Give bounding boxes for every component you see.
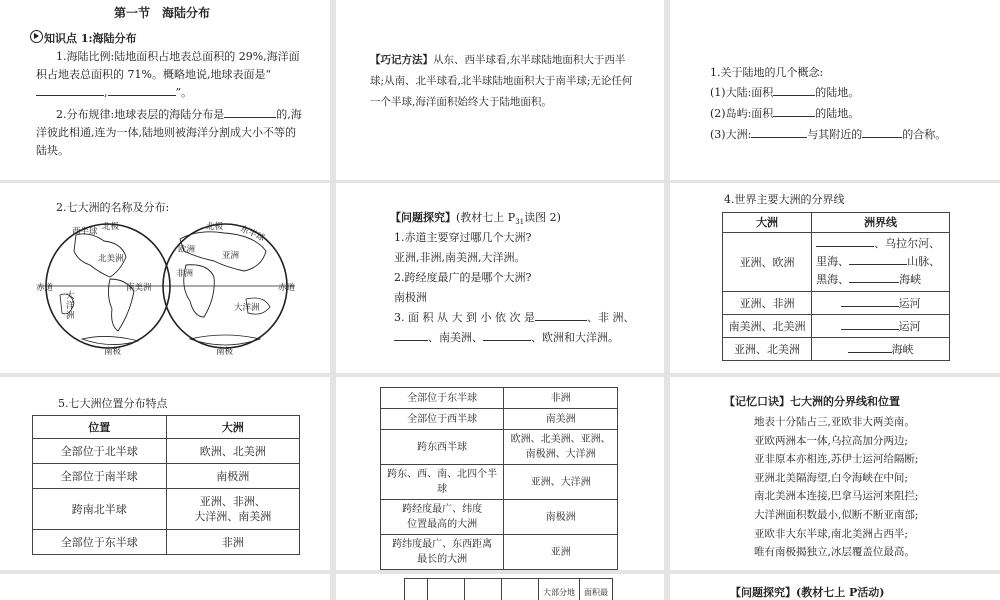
table-row (33, 464, 300, 489)
partial-header-1: 大部分地 (539, 579, 580, 600)
memory-method-text (370, 50, 634, 113)
hemisphere-table (380, 387, 618, 570)
continent-cell: 非洲 (504, 388, 618, 409)
table-row (33, 530, 300, 555)
slide-partial-right (670, 574, 1000, 600)
slide-partial-middle (336, 574, 664, 600)
boundary-table (722, 212, 950, 361)
label-oceania-right: 大洋洲 (234, 303, 260, 313)
hemisphere-cell: 跨纬度最广、东西距离 最长的大洲 (381, 535, 504, 570)
knowledge-point-heading (30, 30, 137, 48)
position-table (32, 415, 300, 555)
position-title: 5.七大洲位置分布特点 (58, 397, 168, 410)
section-title: 第一节 海陆分布 (114, 6, 211, 20)
question-3-cont: 、南美洲、 、欧洲和大洋洲。 (394, 329, 619, 347)
map-title: 2.七大洲的名称及分布: (56, 201, 170, 214)
concept-island: (2)岛屿:面积 的陆地。 (710, 107, 860, 120)
continent-cell: 亚洲 (504, 535, 618, 570)
table-row: 亚洲、北美洲 海峡 (723, 338, 950, 361)
continent-cell: 欧洲、北美洲 (166, 439, 300, 464)
table-row (33, 439, 300, 464)
continent-cell: 亚洲、大洋洲 (504, 465, 618, 500)
play-circle-icon (30, 30, 43, 43)
continent-cell: 欧洲、北美洲、亚洲、 南极洲、大洋洲 (504, 430, 618, 465)
hemisphere-cell: 跨东、西、南、北四个半球 (381, 465, 504, 500)
label-north-pole-right: 北极 (206, 222, 224, 232)
slide-seven-continents-map (0, 183, 330, 373)
slide-sea-land-distribution (0, 0, 330, 180)
rhyme-line: 亚非原本亦相连,苏伊士运河给隔断; (754, 453, 919, 466)
continent-cell: 非洲 (166, 530, 300, 555)
label-equator-right: 赤道 (278, 283, 296, 293)
partial-inquiry-heading: 【问题探究】(教材七上 P活动) (730, 586, 885, 599)
header-continent: 大洲 (166, 416, 300, 439)
slide-boundary-lines (670, 183, 1000, 373)
quote-end: ”。 (175, 86, 193, 99)
blank-island[interactable] (773, 105, 815, 117)
rhyme-heading: 【记忆口诀】七大洲的分界线和位置 (724, 395, 900, 408)
table-row (381, 388, 618, 409)
continent-cell: 南美洲 (504, 409, 618, 430)
rhyme-lines (754, 413, 918, 562)
knowledge-point-label: 知识点 1:海陆分布 (44, 32, 137, 45)
slide-problem-inquiry (336, 183, 664, 373)
pattern-text: 2.分布规律:地球表层的海陆分布是 (56, 108, 225, 121)
label-eastern-hemisphere: 东半球 (238, 223, 267, 244)
header-position: 位置 (33, 416, 167, 439)
label-south-america: 南美洲 (126, 283, 152, 293)
blank-q3-3[interactable] (483, 329, 531, 341)
question-3: 3. 面 积 从 大 到 小 依 次 是 、非 洲、 (394, 311, 635, 324)
method-label: 【巧记方法】 (370, 54, 433, 66)
answer-2: 南极洲 (394, 291, 427, 304)
answer-1: 亚洲,非洲,南美洲,大洋洲。 (394, 251, 526, 264)
continent-cell: 亚洲、非洲、 大洋洲、南美洲 (166, 489, 300, 530)
paragraph-pattern (36, 106, 302, 160)
position-cell: 跨南北半球 (33, 489, 167, 530)
slide-hemisphere-table (336, 377, 664, 570)
pattern-text-end: 的,海洋彼此相通,连为一体,陆地则被海洋分割成大小不等的陆块。 (36, 108, 302, 157)
table-row (33, 489, 300, 530)
rhyme-line: 亚欧两洲本一体,乌拉高加分两边; (754, 434, 908, 447)
label-equator-left: 赤道 (36, 283, 54, 293)
table-row: 南美洲、北美洲 运河 (723, 315, 950, 338)
concept-continent-region: (3)大洲: 与其附近的 的合称。 (710, 128, 947, 141)
rhyme-line: 亚洲北美隔海望,白令海峡在中间; (754, 471, 908, 484)
label-north-pole-left: 北极 (102, 222, 120, 232)
method-body: 从东、西半球看,东半球陆地面积大于西半球;从南、北半球看,北半球陆地面积大于南半球;无论任何一个半球,海洋面积始终大于陆地面积。 (370, 54, 633, 108)
ratio-text: 1.海陆比例:陆地面积占地表总面积的 29%,海洋面积占地表总面积的 71%。概略地说,地球表面是“ (36, 50, 300, 81)
label-africa: 非洲 (176, 269, 194, 279)
hemisphere-cell: 全部位于西半球 (381, 409, 504, 430)
position-cell: 全部位于北半球 (33, 439, 167, 464)
hemisphere-cell: 全部位于东半球 (381, 388, 504, 409)
blank-q3-1[interactable] (535, 309, 587, 321)
partial-table (404, 578, 613, 600)
blank-3[interactable] (224, 106, 276, 118)
slide-memory-rhyme (670, 377, 1000, 570)
blank-2[interactable] (108, 84, 176, 96)
position-cell: 全部位于东半球 (33, 530, 167, 555)
label-western-hemisphere: 西半球 (72, 227, 98, 237)
label-asia: 亚洲 (222, 251, 240, 261)
concepts-intro: 1.关于陆地的几个概念: (710, 66, 824, 79)
blank-q3-2[interactable] (394, 329, 428, 341)
question-2: 2.跨经度最广的是哪个大洲? (394, 271, 532, 284)
antarctica-west-shape (82, 336, 138, 344)
sep: , (104, 86, 108, 99)
partial-header-2: 面积最 (580, 579, 613, 600)
blank-continent[interactable] (773, 84, 815, 96)
rhyme-line: 大洋洲面积数最小,似断不断亚南部; (754, 508, 919, 521)
blank-region-1[interactable] (751, 126, 807, 138)
paragraph-ratio (36, 48, 302, 102)
concept-continent: (1)大陆:面积 的陆地。 (710, 86, 860, 99)
slide-partial-left (0, 574, 330, 600)
continent-cell: 南极洲 (166, 464, 300, 489)
hemisphere-cell: 跨经度最广、纬度 位置最高的大洲 (381, 500, 504, 535)
table-row (381, 465, 618, 500)
position-cell: 全部位于南半球 (33, 464, 167, 489)
label-south-pole-right: 南极 (216, 347, 234, 357)
header-continent: 大洲 (723, 213, 812, 233)
header-boundary: 洲界线 (812, 213, 950, 233)
table-row (381, 500, 618, 535)
continent-cell: 南极洲 (504, 500, 618, 535)
table-row: 亚洲、欧洲 、乌拉尔河、 里海、 山脉、 黑海、 海峡 (723, 233, 950, 292)
inquiry-heading: 【问题探究】(教材七上 $P_{31}$读图 2) (390, 211, 561, 227)
label-south-pole-left: 南极 (104, 347, 122, 357)
label-europe: 欧洲 (178, 245, 196, 255)
boundary-title: 4.世界主要大洲的分界线 (724, 193, 845, 206)
slide-position-features (0, 377, 330, 570)
rhyme-line: 亚欧非大东半球,南北美洲占西半; (754, 527, 908, 540)
blank-1[interactable] (36, 84, 104, 96)
table-row: 亚洲、非洲 运河 (723, 292, 950, 315)
slide-land-concepts (670, 0, 1000, 180)
table-row (381, 430, 618, 465)
label-oceania-left: 大 洋 洲 (66, 291, 75, 321)
table-row (381, 409, 618, 430)
rhyme-line: 地表十分陆占三,亚欧非大两美南。 (754, 416, 915, 428)
hemisphere-cell: 跨东西半球 (381, 430, 504, 465)
table-row (381, 535, 618, 570)
question-1: 1.赤道主要穿过哪几个大洲? (394, 231, 532, 244)
rhyme-line: 南北美洲本连接,巴拿马运河来阻拦; (754, 490, 919, 503)
slide-memory-method (336, 0, 664, 180)
rhyme-line: 唯有南极揭独立,冰层覆盖位最高。 (754, 546, 915, 559)
label-north-america: 北美洲 (98, 254, 124, 264)
blank-region-2[interactable] (862, 126, 902, 138)
